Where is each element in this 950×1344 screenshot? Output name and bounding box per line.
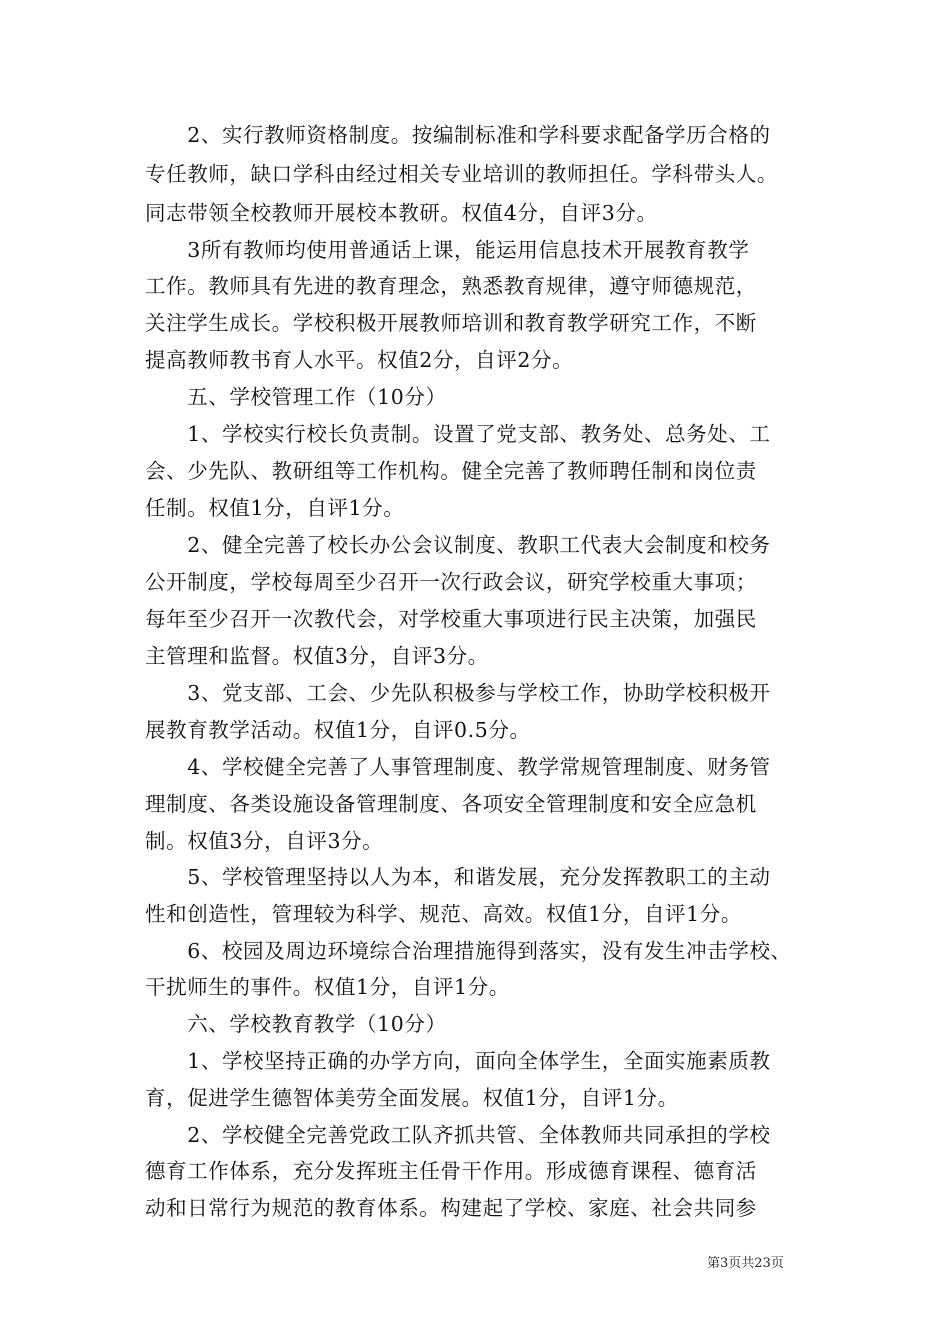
text-line: 动和日常行为规范的教育体系。构建起了学校、家庭、社会共同参 [145,1196,757,1220]
text-line: 提高教师教书育人水平。权值2分，自评2分。 [145,348,574,372]
text-line: 2、健全完善了校长办公会议制度、教职工代表大会制度和校务 [145,533,771,557]
text-line: 制。权值3分，自评3分。 [145,829,384,853]
text-line: 3所有教师均使用普通话上课，能运用信息技术开展教育教学 [145,238,750,262]
text-line: 主管理和监督。权值3分，自评3分。 [145,644,489,668]
text-line: 任制。权值1分，自评1分。 [145,496,405,520]
page-number-footer: 第3页共23页 [707,1256,784,1271]
text-line: 2、学校健全完善党政工队齐抓共管、全体教师共同承担的学校 [145,1123,771,1147]
text-line: 5、学校管理坚持以人为本，和谐发展，充分发挥教职工的主动 [145,865,771,889]
section-heading: 五、学校管理工作（10分） [145,385,447,409]
section-heading: 六、学校教育教学（10分） [145,1012,447,1036]
text-line: 育，促进学生德智体美劳全面发展。权值1分，自评1分。 [145,1086,679,1110]
text-line: 1、学校坚持正确的办学方向，面向全体学生，全面实施素质教 [145,1049,771,1073]
text-line: 同志带领全校教师开展校本教研。权值4分，自评3分。 [145,201,658,225]
text-line: 会、少先队、教研组等工作机构。健全完善了教师聘任制和岗位责 [145,459,757,483]
text-line: 干扰师生的事件。权值1分，自评1分。 [145,975,510,999]
text-line: 性和创造性，管理较为科学、规范、高效。权值1分，自评1分。 [145,902,742,926]
text-line: 公开制度，学校每周至少召开一次行政会议，研究学校重大事项； [145,570,757,594]
text-line: 德育工作体系，充分发挥班主任骨干作用。形成德育课程、德育活 [145,1159,757,1183]
text-line: 理制度、各类设施设备管理制度、各项安全管理制度和安全应急机 [145,792,757,816]
text-line: 3、党支部、工会、少先队积极参与学校工作，协助学校积极开 [145,681,771,705]
text-line: 每年至少召开一次教代会，对学校重大事项进行民主决策，加强民 [145,607,757,631]
text-line: 展教育教学活动。权值1分，自评0.5分。 [145,718,531,742]
text-line: 关注学生成长。学校积极开展教师培训和教育教学研究工作，不断 [145,311,757,335]
text-line: 专任教师，缺口学科由经过相关专业培训的教师担任。学科带头人。 [145,162,778,186]
text-line: 工作。教师具有先进的教育理念，熟悉教育规律，遵守师德规范， [145,274,757,298]
text-line: 6、校园及周边环境综合治理措施得到落实，没有发生冲击学校、 [145,939,792,963]
text-line: 4、学校健全完善了人事管理制度、教学常规管理制度、财务管 [145,755,771,779]
text-line: 2、实行教师资格制度。按编制标准和学科要求配备学历合格的 [145,123,771,147]
text-line: 1、学校实行校长负责制。设置了党支部、教务处、总务处、工 [145,422,771,446]
